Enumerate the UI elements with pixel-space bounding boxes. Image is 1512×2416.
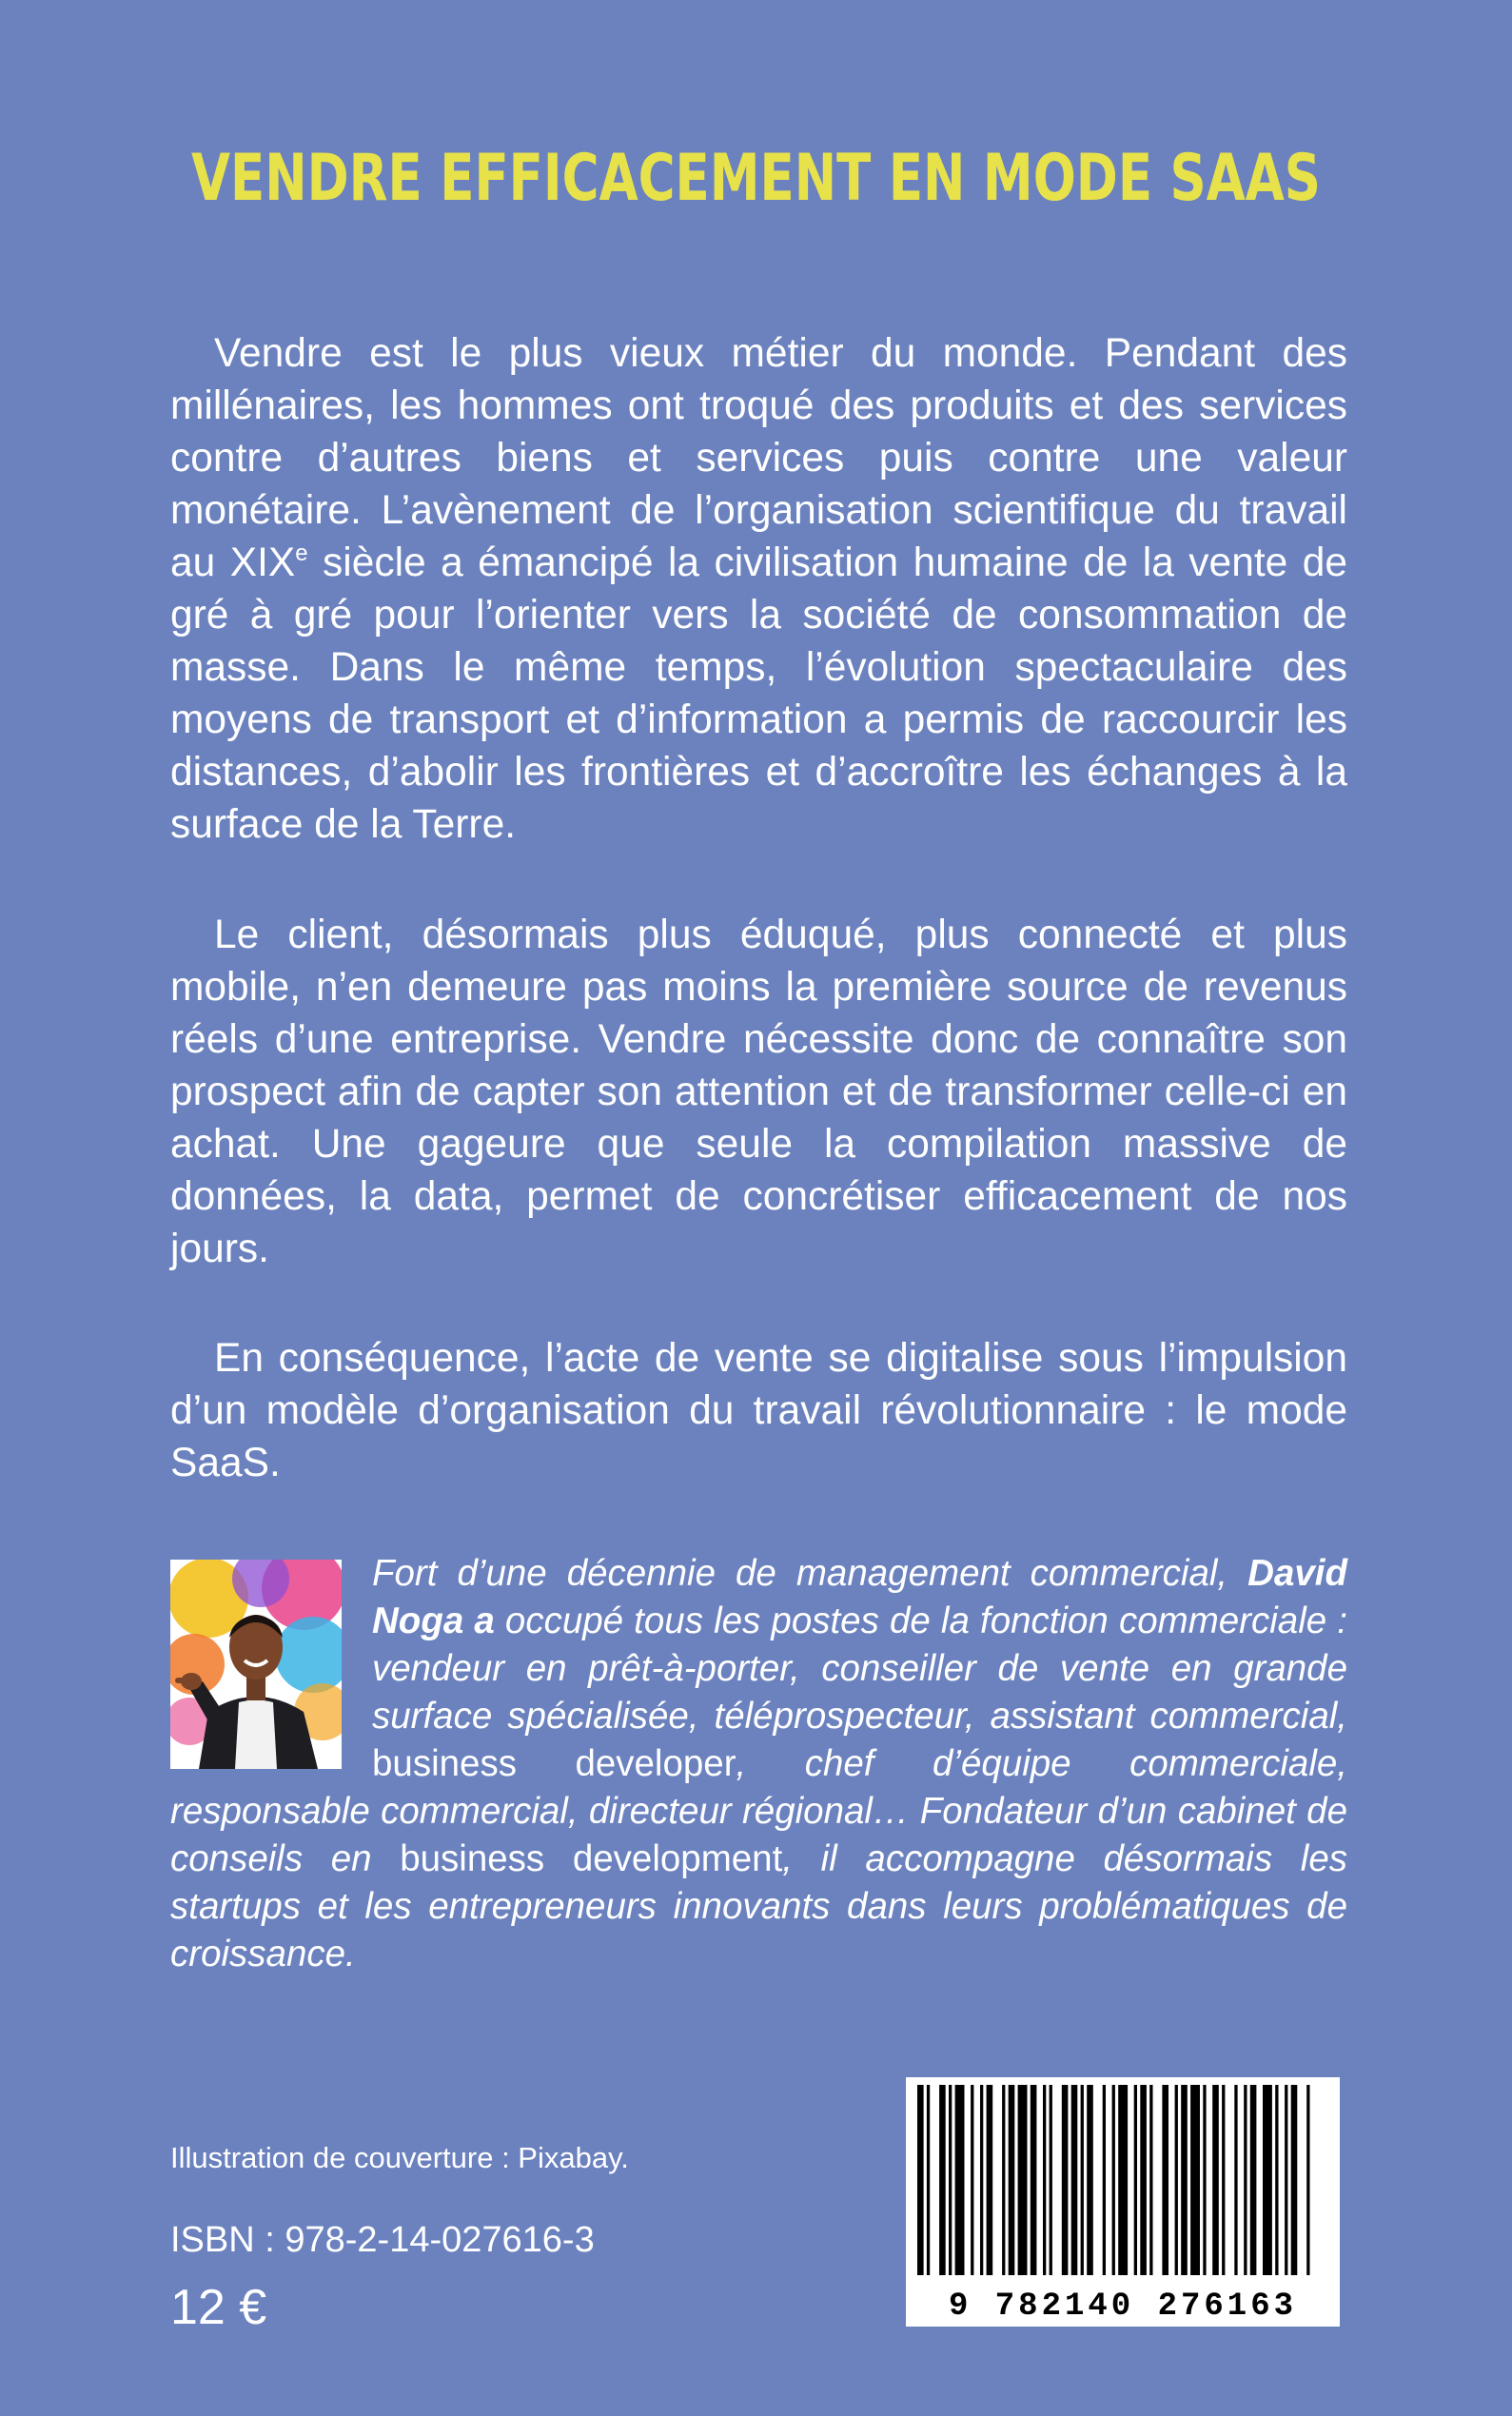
barcode-bar	[1002, 2085, 1005, 2275]
barcode-bar	[1162, 2085, 1168, 2275]
barcode-bar	[1175, 2085, 1178, 2275]
barcode-bar	[987, 2085, 993, 2275]
bio-text-6: , il accompagne désormais les startups et les entrepreneurs innovants dans leurs problématiques de croissance.	[170, 1838, 1347, 1974]
bio-text-2: occupé tous les postes de la fonction commerciale : vendeur en prêt-à-porter, conseiller de vente en grande surface spécialisée, téléprospecteur, assistant commercial,	[372, 1601, 1348, 1737]
barcode-bar	[1203, 2085, 1206, 2275]
paragraph-2-text: Le client, désormais plus éduqué, plus connecté et plus mobile, n’en demeure pas moins la première source de revenus réels d’une entreprise. Vendre nécessite donc de connaître son prospect afin de capter son attention et de transformer celle-ci en achat. Une gageure que seule la compilation massive de données, la data, permet de concrétiser efficacement de nos jours.	[170, 913, 1347, 1271]
barcode-digits: 9 782140 276163	[948, 2288, 1298, 2325]
bio-text-4: , chef d’équipe commerciale, responsable commercial, directeur régional… Fondateur d’un cabinet de conseils en	[170, 1743, 1347, 1879]
barcode-bar	[1112, 2085, 1115, 2275]
barcode-bar	[1118, 2085, 1128, 2275]
barcode-bar	[955, 2085, 965, 2275]
barcode-bar	[939, 2085, 946, 2275]
barcode-bar	[1081, 2085, 1084, 2275]
book-title: VENDRE EFFICACEMENT EN MODE SAAS	[190, 141, 1322, 216]
barcode	[906, 2077, 1340, 2327]
paragraph-1-text-a: Vendre est le plus vieux métier du monde. Pendant des millénaires, les hommes ont troqué des produits et des services contre d’autres biens et services puis contre une valeur monétaire. L’avènement de l’organisation scientifique du travail au XIX	[170, 331, 1347, 585]
barcode-bar	[1306, 2085, 1309, 2275]
bio-text-1: Fort d’une décennie de management commercial,	[372, 1553, 1248, 1594]
barcode-bar	[1062, 2085, 1069, 2275]
barcode-bar	[927, 2085, 930, 2275]
price: 12 €	[170, 2280, 267, 2335]
illustration-credit: Illustration de couverture : Pixabay.	[170, 2141, 629, 2174]
barcode-bar	[1263, 2085, 1272, 2275]
barcode-bar	[980, 2085, 983, 2275]
paragraph-1-text-b: siècle a émancipé la civilisation humaine de la vente de gré à gré pour l’orienter vers la société de consommation de masse. Dans le même temps, l’évolution spectaculaire des moyens de transport et d’information a permis de raccourcir les distances, d’abolir les frontières et d’accroître les échanges à la surface de la Terre.	[170, 540, 1347, 847]
barcode-bar	[1009, 2085, 1015, 2275]
barcode-bars	[906, 2077, 1340, 2287]
paragraph-3-text: En conséquence, l’acte de vente se digitalise sous l’impulsion d’un modèle d’organisation du travail révolutionnaire : le mode SaaS.	[170, 1336, 1347, 1485]
barcode-bar	[1244, 2085, 1247, 2275]
barcode-bar	[1149, 2085, 1152, 2275]
author-portrait-image	[170, 1560, 342, 1769]
barcode-bar	[917, 2085, 924, 2275]
bio-text-3: business developer	[372, 1743, 736, 1784]
barcode-bar	[1275, 2085, 1278, 2275]
barcode-bar	[1043, 2085, 1046, 2275]
barcode-bar	[1031, 2085, 1037, 2275]
barcode-bar	[1181, 2085, 1188, 2275]
barcode-bar	[1018, 2085, 1028, 2275]
author-bio	[170, 1550, 1347, 1978]
barcode-bar	[1285, 2085, 1287, 2275]
isbn: ISBN : 978-2-14-027616-3	[170, 2220, 595, 2260]
century-superscript: e	[295, 540, 308, 566]
barcode-bar	[971, 2085, 973, 2275]
barcode-bar	[1212, 2085, 1219, 2275]
barcode-bar	[1134, 2085, 1137, 2275]
description-paragraph-3	[170, 1332, 1347, 1489]
author-photo	[170, 1560, 342, 1769]
barcode-bar	[1190, 2085, 1200, 2275]
author-name: David Noga a	[372, 1553, 1347, 1641]
description-paragraph-1	[170, 327, 1347, 851]
barcode-bar	[1050, 2085, 1052, 2275]
barcode-bar	[1140, 2085, 1147, 2275]
barcode-bar	[1234, 2085, 1237, 2275]
barcode-bar	[1071, 2085, 1078, 2275]
bio-text-5: business development	[400, 1838, 783, 1879]
barcode-bar	[949, 2085, 952, 2275]
barcode-bar	[1087, 2085, 1093, 2275]
barcode-bar	[1250, 2085, 1257, 2275]
barcode-bar	[1103, 2085, 1106, 2275]
description-paragraph-2	[170, 909, 1347, 1275]
barcode-bar	[1222, 2085, 1225, 2275]
barcode-bar	[1291, 2085, 1298, 2275]
